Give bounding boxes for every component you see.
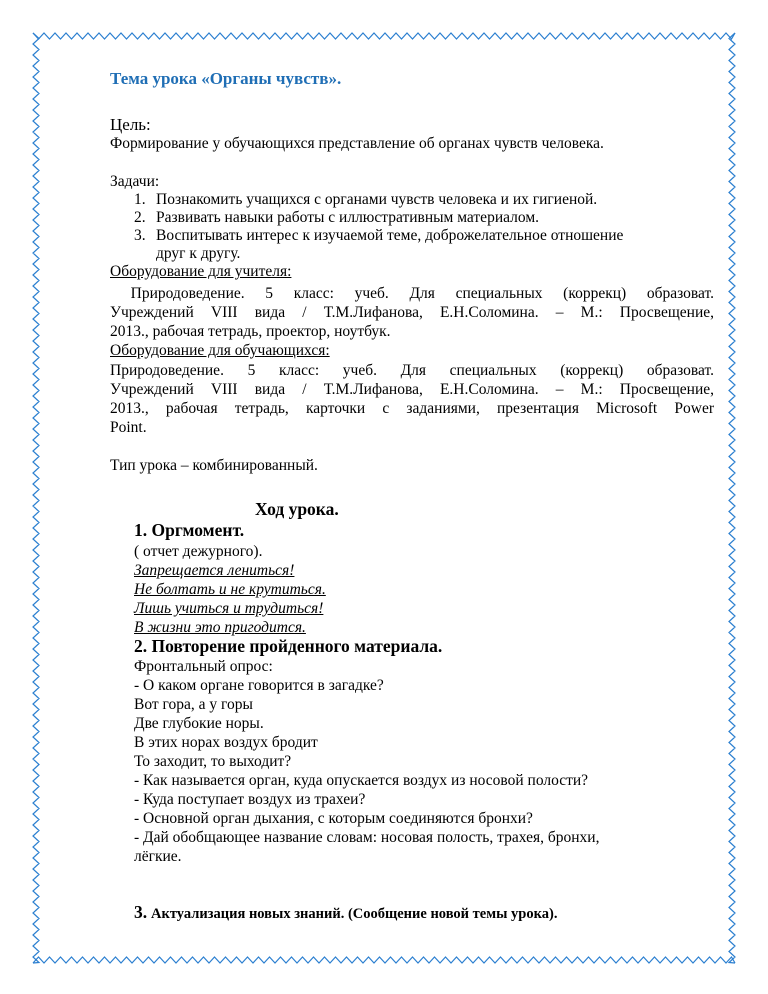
student-equipment-line: Природоведение. 5 класс: учеб. Для специальных (коррекц) образоват. <box>110 362 714 379</box>
section-2-line: Фронтальный опрос: <box>134 658 273 675</box>
section-2-line: Вот гора, а у горы <box>134 696 253 713</box>
goal-text: Формирование у обучающихся представление об органах чувств человека. <box>110 135 604 152</box>
lesson-title: Тема урока «Органы чувств». <box>110 69 342 88</box>
section-2-line: - Основной орган дыхания, с которым соединяются бронхи? <box>134 810 533 827</box>
section-3-heading <box>134 903 557 923</box>
section-2-line: То заходит, то выходит? <box>134 753 292 770</box>
section-3-title: Актуализация новых знаний. (Сообщение новой темы урока). <box>151 906 558 922</box>
task-item-2 <box>134 209 539 227</box>
student-equipment-line: Point. <box>110 419 147 436</box>
tasks-label: Задачи: <box>110 173 160 190</box>
teacher-equipment-line: Природоведение. 5 класс: учеб. Для специальных (коррекц) образоват. <box>110 285 714 302</box>
task-text: Познакомить учащихся с органами чувств человека и их гигиеной. <box>156 191 598 208</box>
teacher-equipment-line: Учреждений VIII вида / Т.М.Лифанова, Е.Н.Соломина. – М.: Просвещение, <box>110 304 714 321</box>
task-number: 3. <box>134 227 146 244</box>
task-item-3-continuation: друг к другу. <box>156 245 241 262</box>
teacher-equipment-label: Оборудование для учителя: <box>110 263 292 280</box>
section-2-line: - Как называется орган, куда опускается воздух из носовой полости? <box>134 772 589 789</box>
section-3-number: 3. <box>134 902 148 922</box>
section-2-line: - Дай обобщающее название словам: носовая полость, трахея, бронхи, <box>134 829 600 846</box>
section-2-line: Две глубокие норы. <box>134 715 264 732</box>
lesson-type: Тип урока – комбинированный. <box>110 457 318 474</box>
teacher-equipment-line: 2013., рабочая тетрадь, проектор, ноутбук. <box>110 323 391 340</box>
poem-line: Не болтать и не крутиться. <box>134 581 326 598</box>
student-equipment-line: 2013., рабочая тетрадь, карточки с заданиями, презентация Microsoft Power <box>110 400 714 417</box>
section-1-heading: 1. Оргмомент. <box>134 520 245 540</box>
student-equipment-line: Учреждений VIII вида / Т.М.Лифанова, Е.Н.Соломина. – М.: Просвещение, <box>110 381 714 398</box>
task-item-3 <box>134 227 623 245</box>
course-heading: Ход урока. <box>255 499 339 519</box>
section-1-note: ( отчет дежурного). <box>134 543 263 560</box>
task-number: 2. <box>134 209 146 226</box>
section-2-line: В этих норах воздух бродит <box>134 734 318 751</box>
task-text: Развивать навыки работы с иллюстративным материалом. <box>156 209 539 226</box>
task-number: 1. <box>134 191 146 208</box>
task-text: Воспитывать интерес к изучаемой теме, доброжелательное отношение <box>156 227 624 244</box>
task-item-1 <box>134 191 597 209</box>
poem-line: В жизни это пригодится. <box>134 619 306 636</box>
section-2-line: - О каком органе говорится в загадке? <box>134 677 384 694</box>
goal-label: Цель: <box>110 115 151 134</box>
section-2-line: лёгкие. <box>134 848 182 865</box>
poem-line: Лишь учиться и трудиться! <box>134 600 324 617</box>
poem-line: Запрещается лениться! <box>134 562 295 579</box>
section-2-line: - Куда поступает воздух из трахеи? <box>134 791 366 808</box>
student-equipment-label: Оборудование для обучающихся: <box>110 342 330 359</box>
section-2-heading: 2. Повторение пройденного материала. <box>134 636 443 656</box>
